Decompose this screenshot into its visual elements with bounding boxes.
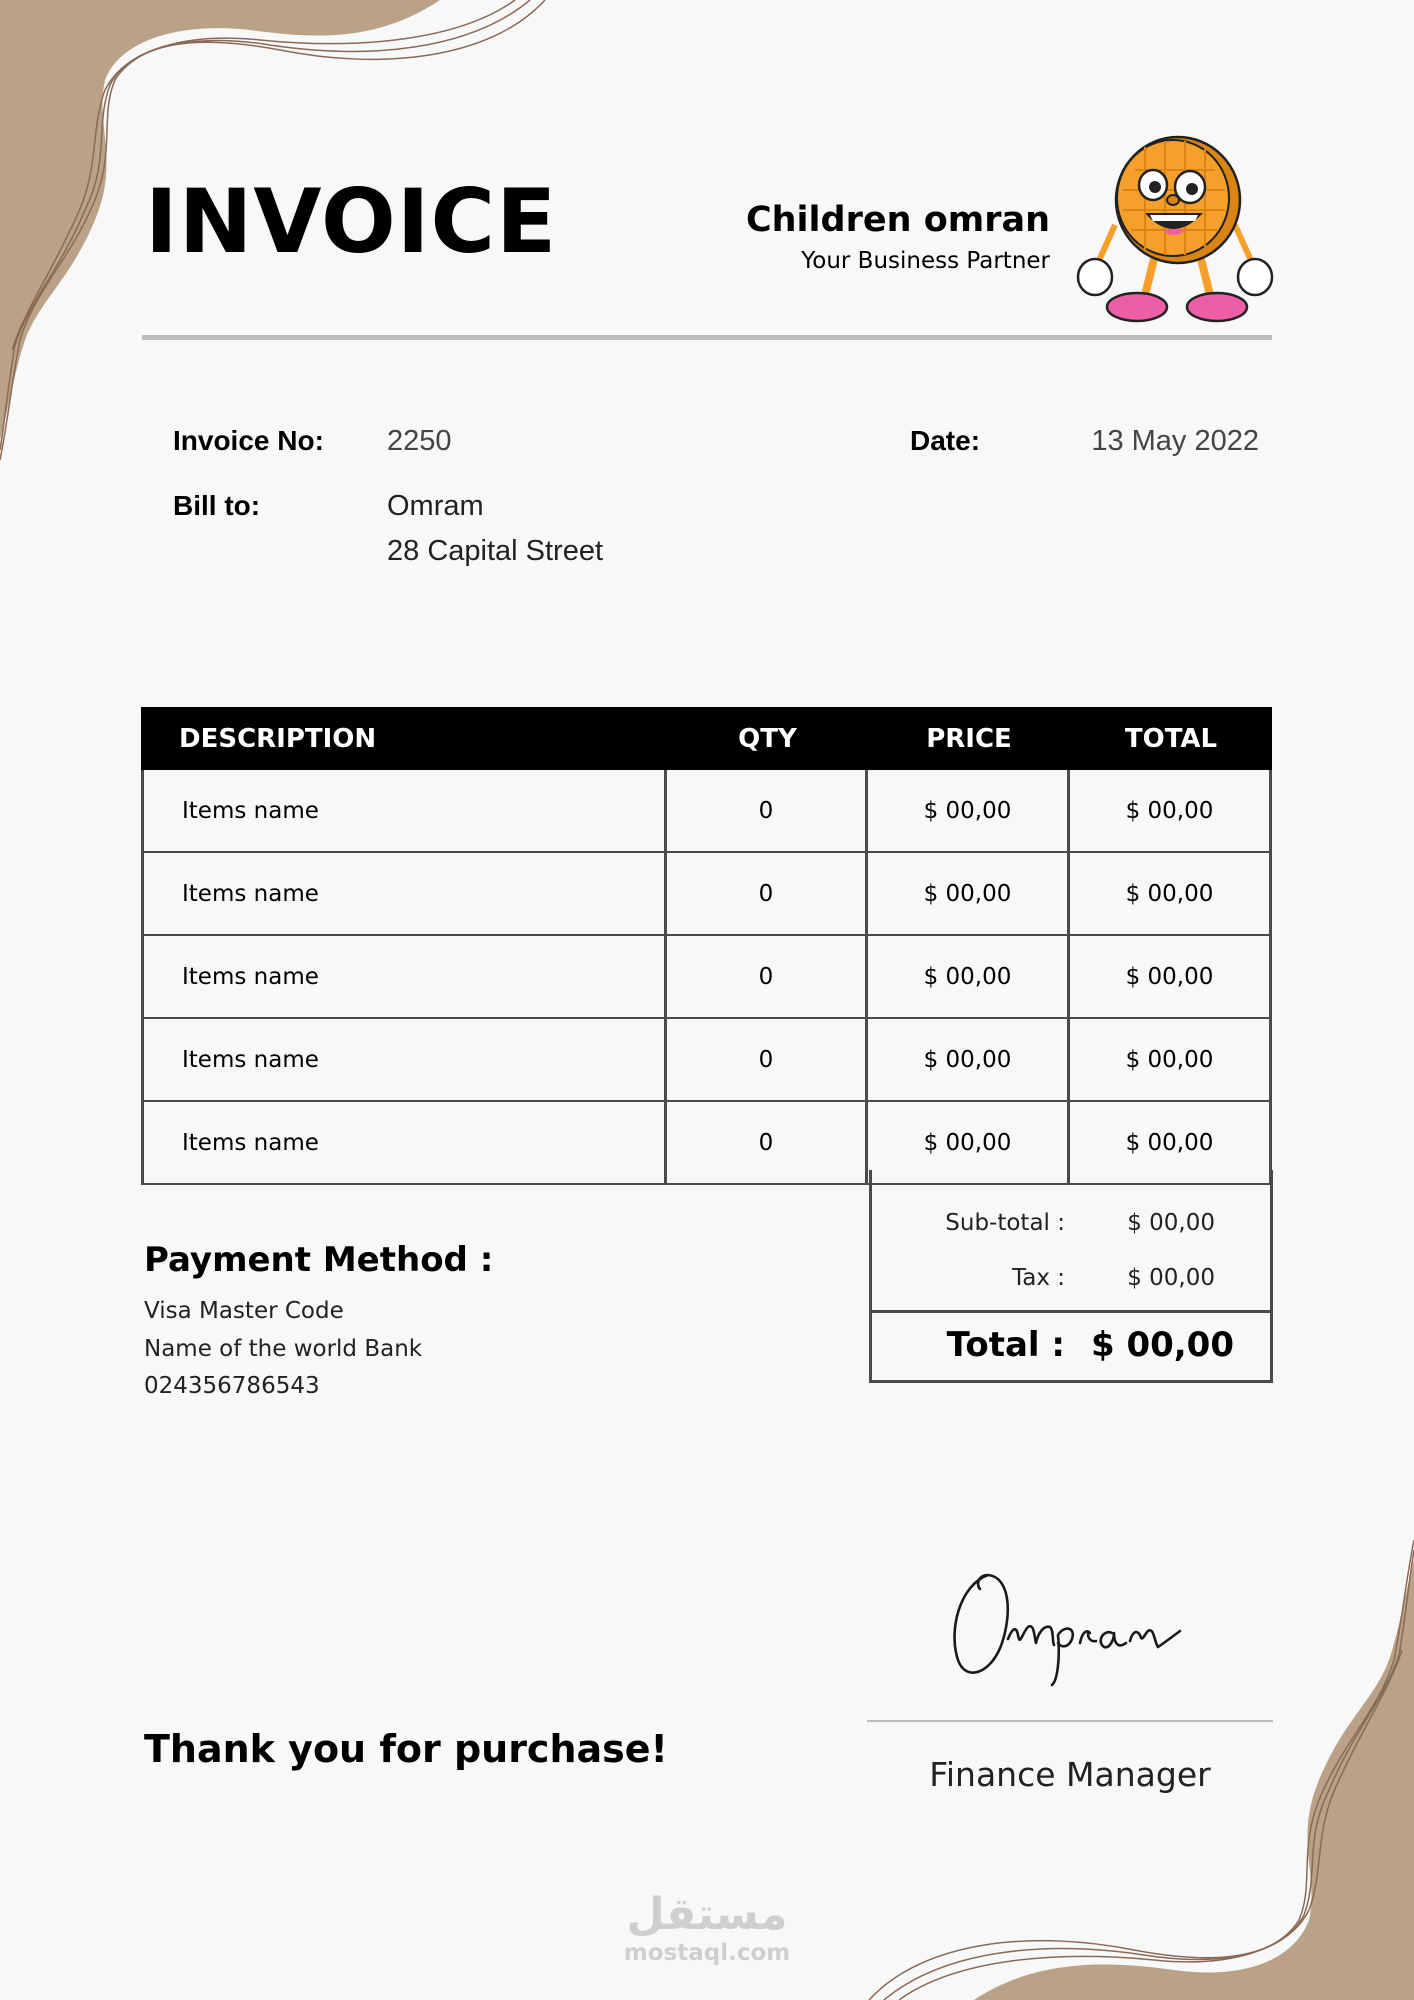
totals-box bbox=[869, 1170, 1273, 1383]
subtotal-value: $ 00,00 bbox=[1127, 1210, 1215, 1236]
row-total: $ 00,00 bbox=[1070, 1102, 1272, 1183]
table-header bbox=[141, 707, 1272, 770]
company-tagline: Your Business Partner bbox=[801, 248, 1050, 274]
payment-method-heading: Payment Method : bbox=[144, 1240, 494, 1280]
table-row bbox=[141, 853, 1272, 936]
total-label: Total : bbox=[946, 1325, 1065, 1365]
row-description: Items name bbox=[141, 1102, 667, 1183]
payment-line: 024356786543 bbox=[144, 1373, 320, 1399]
signature-rule bbox=[867, 1720, 1273, 1722]
table-row bbox=[141, 770, 1272, 853]
row-qty: 0 bbox=[667, 853, 868, 934]
items-table bbox=[141, 707, 1272, 1185]
bill-to-name: Omram bbox=[387, 490, 484, 522]
watermark bbox=[600, 1890, 814, 1966]
row-qty: 0 bbox=[667, 1019, 868, 1100]
total-value: $ 00,00 bbox=[1090, 1325, 1234, 1365]
row-total: $ 00,00 bbox=[1070, 853, 1272, 934]
row-description: Items name bbox=[141, 936, 667, 1017]
subtotal-label: Sub-total : bbox=[945, 1210, 1065, 1236]
row-description: Items name bbox=[141, 1019, 667, 1100]
row-price: $ 00,00 bbox=[868, 936, 1070, 1017]
column-header-price: PRICE bbox=[926, 723, 1012, 754]
invoice-title: INVOICE bbox=[145, 170, 558, 273]
row-total: $ 00,00 bbox=[1070, 770, 1272, 851]
watermark-latin: mostaql.com bbox=[623, 1940, 791, 1966]
header-divider bbox=[142, 335, 1272, 340]
row-total: $ 00,00 bbox=[1070, 1019, 1272, 1100]
watermark-arabic: مستقل bbox=[626, 1889, 788, 1940]
row-qty: 0 bbox=[667, 770, 868, 851]
waffle-mascot-icon bbox=[1075, 135, 1275, 330]
row-price: $ 00,00 bbox=[868, 853, 1070, 934]
date-label: Date: bbox=[910, 425, 981, 456]
row-description: Items name bbox=[141, 770, 667, 851]
row-qty: 0 bbox=[667, 936, 868, 1017]
handwritten-signature bbox=[940, 1555, 1210, 1695]
column-header-total: TOTAL bbox=[1124, 723, 1218, 754]
bill-to-label: Bill to: bbox=[173, 490, 261, 521]
payment-line: Visa Master Code bbox=[144, 1298, 344, 1324]
thank-you-message: Thank you for purchase! bbox=[144, 1727, 668, 1771]
row-qty: 0 bbox=[667, 1102, 868, 1183]
invoice-no-label: Invoice No: bbox=[173, 425, 324, 456]
row-price: $ 00,00 bbox=[868, 1019, 1070, 1100]
bill-to-address: 28 Capital Street bbox=[387, 535, 604, 567]
table-row bbox=[141, 1019, 1272, 1102]
row-total: $ 00,00 bbox=[1070, 936, 1272, 1017]
column-header-description: DESCRIPTION bbox=[179, 723, 377, 754]
signature-role: Finance Manager bbox=[929, 1755, 1211, 1794]
tax-value: $ 00,00 bbox=[1127, 1265, 1215, 1291]
column-header-qty: QTY bbox=[738, 723, 797, 754]
payment-line: Name of the world Bank bbox=[144, 1336, 423, 1362]
row-price: $ 00,00 bbox=[868, 1102, 1070, 1183]
invoice-no-value: 2250 bbox=[387, 425, 452, 457]
date-value: 13 May 2022 bbox=[1091, 425, 1259, 457]
row-price: $ 00,00 bbox=[868, 770, 1070, 851]
tax-label: Tax : bbox=[1011, 1265, 1065, 1291]
table-row bbox=[141, 936, 1272, 1019]
row-description: Items name bbox=[141, 853, 667, 934]
company-name: Children omran bbox=[745, 200, 1050, 240]
totals-divider bbox=[872, 1310, 1270, 1313]
